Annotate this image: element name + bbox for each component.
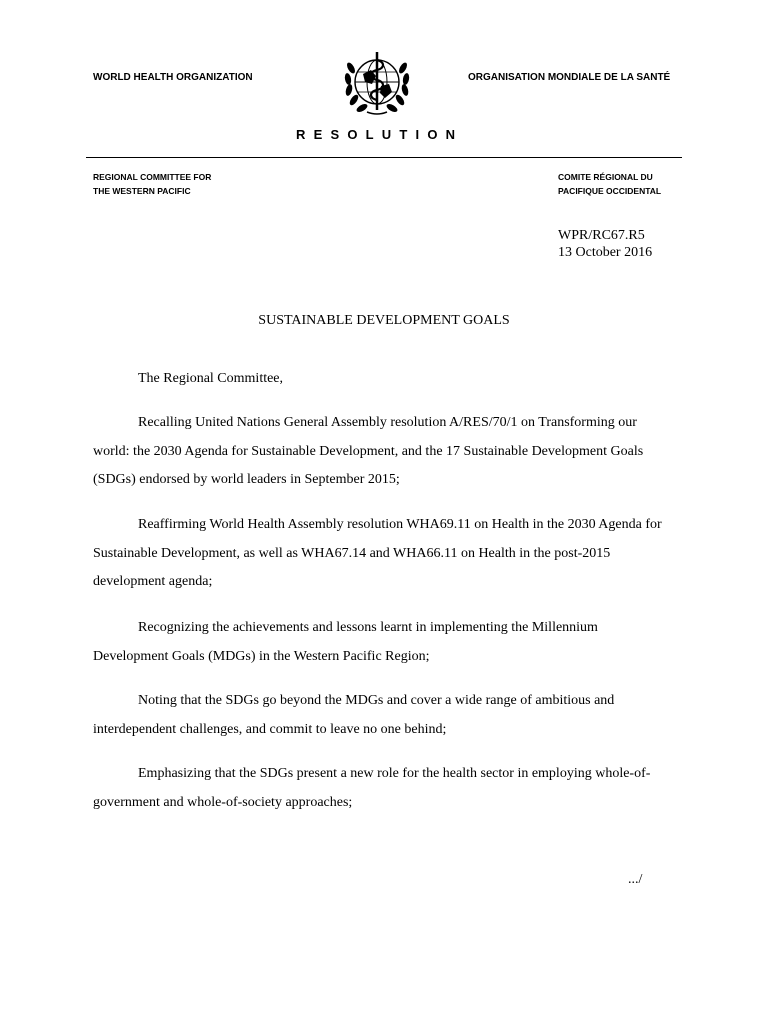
who-emblem-icon <box>343 46 411 118</box>
paragraph-text: Recalling United Nations General Assembly resolution A/RES/70/1 on Transforming our world: the 2030 Agenda for Sustainable Development, and the 17 Sustainable Development Goals (SDGs) endorsed by world leaders in September 2015; <box>93 415 644 487</box>
committee-fr-line-2: PACIFIQUE OCCIDENTAL <box>558 185 662 196</box>
paragraph-text: Recognizing the achievements and lessons learnt in implementing the Millennium Development Goals (MDGs) in the Western Pacific Region; <box>93 620 598 664</box>
document-reference: WPR/RC67.R5 <box>558 228 645 243</box>
document-reference-block <box>558 227 652 261</box>
paragraph-noting <box>93 687 673 744</box>
committee-en-line-2: THE WESTERN PACIFIC <box>93 185 191 196</box>
opening-line <box>93 365 673 394</box>
paragraph-text: Noting that the SDGs go beyond the MDGs and cover a wide range of ambitious and interdependent challenges, and commit to leave no one behind; <box>93 693 615 737</box>
paragraph-recalling <box>93 409 673 495</box>
regional-committee-french <box>558 171 661 198</box>
resolution-heading: RESOLUTION <box>296 127 464 142</box>
paragraph-emphasizing <box>93 760 673 817</box>
regional-committee-english <box>93 171 211 198</box>
continuation-mark: .../ <box>628 872 643 887</box>
resolution-title: SUSTAINABLE DEVELOPMENT GOALS <box>258 313 510 328</box>
committee-fr-line-1: COMITE RÉGIONAL DU <box>558 172 653 182</box>
organization-name-french: ORGANISATION MONDIALE DE LA SANTÉ <box>468 72 671 83</box>
paragraph-text: Reaffirming World Health Assembly resolution WHA69.11 on Health in the 2030 Agenda for Sustainable Development, as well as WHA67.14 and WHA66.11 on Health in the post-2015 development agenda; <box>93 517 662 589</box>
paragraph-recognizing <box>93 614 673 671</box>
document-date: 13 October 2016 <box>558 245 653 260</box>
opening-text: The Regional Committee, <box>138 371 284 386</box>
header-divider <box>86 157 682 158</box>
committee-en-line-1: REGIONAL COMMITTEE FOR <box>93 172 212 182</box>
paragraph-reaffirming <box>93 511 673 597</box>
organization-name-english: WORLD HEALTH ORGANIZATION <box>93 72 253 83</box>
paragraph-text: Emphasizing that the SDGs present a new role for the health sector in employing whole-of-government and whole-of-society approaches; <box>93 766 651 810</box>
